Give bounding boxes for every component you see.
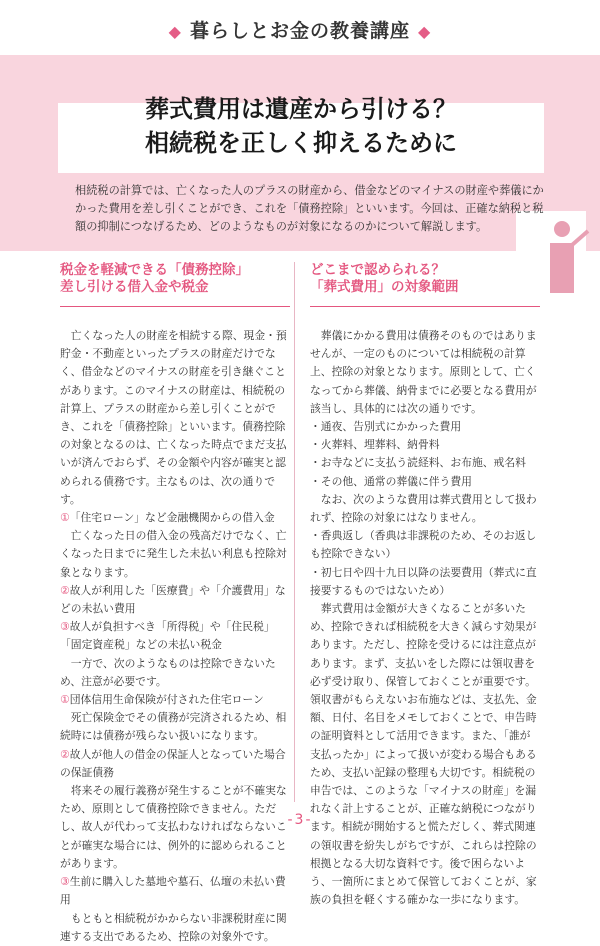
item-text: 故人が利用した「医療費」や「介護費用」などの未払い費用	[60, 583, 286, 616]
item-number: ②	[60, 583, 70, 597]
item-text: 団体信用生命保険が付された住宅ローン	[69, 693, 264, 707]
right-paragraph-1: 葬儀にかかる費用は債務そのものではありませんが、一定のものについては相続税の計算上、控除の対象となります。原則として、亡くなってから葬儀、納骨までに必要となる費用が該当し、具体的には次の通りです。	[310, 329, 537, 415]
item-number: ②	[60, 747, 70, 761]
item-text: 故人が負担すべき「所得税」や「住民税」「固定資産税」などの未払い税金	[60, 620, 275, 652]
item-text: 「住宅ローン」など金融機関からの借入金	[69, 511, 275, 525]
item-number: ③	[60, 875, 70, 889]
excluded-item-1	[60, 691, 290, 709]
deductible-item-1-desc: 亡くなった日の借入金の残高だけでなく、亡くなった日までに発生した未払い利息も控除対象となります。	[60, 529, 287, 579]
item-text: 生前に購入した墓地や墓石、仏壇の未払い費用	[60, 875, 286, 907]
page-title-line1: 葬式費用は遺産から引ける？	[145, 95, 457, 123]
bullet-item: ・その他、通常の葬儀に伴う費用	[310, 474, 472, 488]
page-title-line2: 相続税を正しく抑えるために	[145, 129, 457, 157]
intro-paragraph: 相続税の計算では、亡くなった人のプラスの財産から、借金などのマイナスの財産や葬儀にかかった費用を差し引くことができ、これを「債務控除」といいます。今回は、正確な納税と税額の抑制につなげるため、どのようなものが対象になるのかについて解説します。	[75, 184, 544, 233]
bullet-item: ・火葬料、埋葬料、納骨料	[310, 438, 440, 452]
series-title-row	[0, 16, 600, 43]
excluded-item-1-desc: 死亡保険金でその債務が完済されるため、相続時には債務が残らない扱いになります。	[60, 711, 287, 743]
left-body	[60, 327, 290, 946]
excluded-item-2	[60, 746, 290, 782]
right-heading-line1: どこまで認められる？	[310, 262, 445, 278]
bullet-item: ・お寺などに支払う読経料、お布施、戒名料	[310, 456, 526, 470]
left-heading-line1: 税金を軽減できる「債務控除」	[60, 262, 249, 278]
right-heading-line2: 「葬式費用」の対象範囲	[310, 279, 459, 295]
column-divider	[294, 262, 295, 802]
deductible-item-1	[60, 509, 290, 527]
item-number: ③	[60, 620, 70, 634]
left-paragraph-2: 一方で、次のようなものは控除できないため、注意が必要です。	[60, 656, 276, 688]
right-heading	[310, 262, 540, 307]
right-paragraph-2: なお、次のような費用は葬式費用として扱われず、控除の対象にはなりません。	[310, 492, 537, 525]
left-column	[60, 262, 290, 946]
excluded-item-2-desc: 将来その履行義務が発生することが不確実なため、原則として債務控除できません。ただし、故人が代わって支払わなければならないことが確実な場合には、例外的に認められることがあります。	[60, 784, 287, 870]
deductible-item-2	[60, 582, 290, 618]
left-paragraph-1: 亡くなった人の財産を相続する際、現金・預貯金・不動産といったプラスの財産だけでなく、借金などのマイナスの財産を引き継ぐことがあります。このマイナスの財産は、相続税の計算上、プラスの財産から差し引くことができ、これを「債務控除」といいます。債務控除の対象となるのは、亡くなった時点でまだ支払いが済んでおらず、その金額や内容が確実と認められる債務です。主なものは、次の通りです。	[60, 329, 287, 506]
item-number: ①	[60, 511, 70, 525]
excluded-item-3-desc: もともと相続税がかからない非課税財産に関連する支出であるため、控除の対象外です。	[60, 911, 287, 943]
left-heading	[60, 262, 290, 307]
series-header	[0, 0, 600, 55]
page-number: -3-	[287, 812, 313, 828]
page-title	[58, 92, 544, 160]
item-text: 故人が他人の借金の保証人となっていた場合の保証債務	[60, 747, 286, 779]
right-paragraph-3: 葬式費用は金額が大きくなることが多いため、控除できれば相続税を大きく減らす効果があります。ただし、控除を受けるには注意点があります。まず、支払いをした際には領収書を必ず受け取り、保管しておくことが重要です。領収書がもらえないお布施などは、支払先、金額、日付、名目をメモしておくことで、申告時の証明資料として活用できます。また、「誰が支払ったか」によって扱いが変わる場合もあるため、支払い記録の整理も大切です。相続税の申告では、このような「マイナスの財産」を漏れなく計上することが、正確な納税につながります。相続が開始すると慌ただしく、葬式関連の領収書を紛失しがちですが、これらは控除の根拠となる大切な資料です。後で困らないよう、一箇所にまとめて保管しておくことが、家族の負担を軽くする確かな一歩になります。	[310, 602, 537, 907]
excluded-bullet-item: ・初七日や四十九日以降の法要費用（葬式に直接要するものではないため）	[310, 565, 537, 597]
left-heading-line2: 差し引ける借入金や税金	[60, 279, 209, 295]
excluded-item-3	[60, 873, 290, 909]
excluded-bullet-item: ・香典返し（香典は非課税のため、そのお返しも控除できない）	[310, 529, 537, 561]
diamond-icon: ◆	[418, 22, 432, 41]
bullet-item: ・通夜、告別式にかかった費用	[310, 420, 462, 434]
item-number: ①	[60, 693, 70, 707]
diamond-icon: ◆	[168, 22, 182, 41]
deductible-item-3	[60, 618, 290, 654]
series-title: 暮らしとお金の教養講座	[189, 20, 410, 42]
